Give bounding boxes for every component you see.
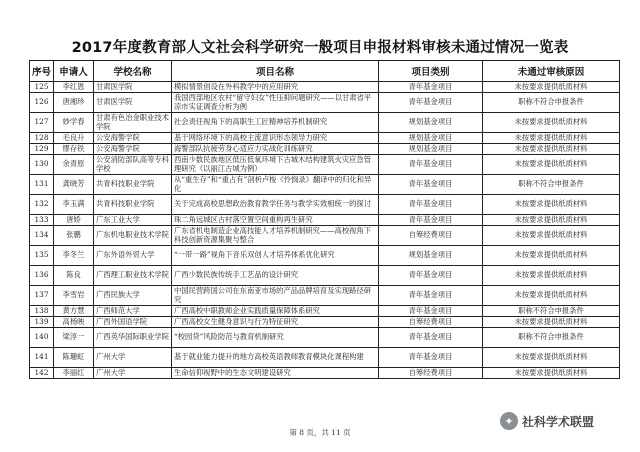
cell-reason: 职称不符合申报条件 bbox=[483, 306, 620, 317]
cell-reason: 未按要求提供纸质材料 bbox=[483, 246, 620, 266]
cell-no: 141 bbox=[30, 348, 54, 368]
cell-applicant: 妙学春 bbox=[54, 113, 94, 133]
cell-school: 甘肃有色冶金职业技术学院 bbox=[94, 113, 172, 133]
header-no: 序号 bbox=[30, 61, 54, 82]
cell-category: 规划基金项目 bbox=[379, 113, 483, 133]
document-title: 2017年度教育部人文社会科学研究一般项目申报材料审核未通过情况一览表 bbox=[71, 40, 569, 56]
cell-project: 西南少数民族地区低压低氧环境下古城木结构建筑火灾应急管理研究（以丽江古城为例） bbox=[172, 155, 379, 175]
cell-reason: 未按要求提供纸质材料 bbox=[483, 286, 620, 306]
cell-no: 135 bbox=[30, 246, 54, 266]
table-row bbox=[30, 226, 620, 246]
cell-project: 我国西部地区农村“留守妇女”性压抑问题研究——以甘肃省平凉市实证调查分析为例 bbox=[172, 93, 379, 113]
page-footer: 第 8 页，共 11 页 bbox=[289, 428, 351, 437]
cell-category: 青年基金项目 bbox=[379, 155, 483, 175]
cell-applicant: 余青原 bbox=[54, 155, 94, 175]
cell-no: 127 bbox=[30, 113, 54, 133]
cell-applicant: 唐湘珍 bbox=[54, 93, 94, 113]
table-row bbox=[30, 317, 620, 328]
cell-applicant: 李雪岩 bbox=[54, 286, 94, 306]
table-row bbox=[30, 93, 620, 113]
cell-no: 137 bbox=[30, 286, 54, 306]
table-row bbox=[30, 266, 620, 286]
cell-applicant: 龚晓芳 bbox=[54, 175, 94, 195]
table-row bbox=[30, 155, 620, 175]
cell-no: 130 bbox=[30, 155, 54, 175]
cell-school: 甘肃医学院 bbox=[94, 82, 172, 93]
header-reason: 未通过审核原因 bbox=[483, 61, 620, 82]
cell-category: 青年基金项目 bbox=[379, 175, 483, 195]
table-row bbox=[30, 133, 620, 144]
cell-school: 公安消防部队高等专科学校 bbox=[94, 155, 172, 175]
cell-applicant: 唐娇 bbox=[54, 215, 94, 226]
cell-no: 134 bbox=[30, 226, 54, 246]
cell-project: “一带一路”视角下音乐双创人才培养体系优化研究 bbox=[172, 246, 379, 266]
cell-no: 138 bbox=[30, 306, 54, 317]
cell-reason: 职称不符合申报条件 bbox=[483, 93, 620, 113]
cell-applicant: 李玉满 bbox=[54, 195, 94, 215]
cell-no: 132 bbox=[30, 195, 54, 215]
cell-no: 136 bbox=[30, 266, 54, 286]
cell-applicant: 梁淳一 bbox=[54, 328, 94, 348]
cell-reason: 未按要求提供纸质材料 bbox=[483, 155, 620, 175]
watermark-text: 社科学术联盟 bbox=[522, 414, 595, 429]
cell-school: 广州大学 bbox=[94, 348, 172, 368]
cell-project: 关于完成高校思想政治教育教学任务与教学实效相统一的探讨 bbox=[172, 195, 379, 215]
cell-reason: 未按要求提供纸质材料 bbox=[483, 113, 620, 133]
cell-no: 129 bbox=[30, 144, 54, 155]
cell-applicant: 缪存铁 bbox=[54, 144, 94, 155]
cell-category: 青年基金项目 bbox=[379, 306, 483, 317]
cell-project: 生命信仰视野中的生态文明建设研究 bbox=[172, 368, 379, 379]
watermark bbox=[500, 412, 594, 430]
cell-category: 自筹经费项目 bbox=[379, 317, 483, 328]
cell-category: 青年基金项目 bbox=[379, 286, 483, 306]
cell-reason: 未按要求提供纸质材料 bbox=[483, 133, 620, 144]
cell-reason: 职称不符合申报条件 bbox=[483, 175, 620, 195]
cell-school: 共青科技职业学院 bbox=[94, 175, 172, 195]
cell-school: 广西理工职业技术学院 bbox=[94, 266, 172, 286]
cell-project: 广西少数民族传统手工艺品的设计研究 bbox=[172, 266, 379, 286]
cell-no: 140 bbox=[30, 328, 54, 348]
cell-project: 珠二角远城区古村落空置空间重构再生研究 bbox=[172, 215, 379, 226]
cell-reason: 未按要求提供纸质材料 bbox=[483, 368, 620, 379]
cell-applicant: 陈良 bbox=[54, 266, 94, 286]
table-row bbox=[30, 144, 620, 155]
table-row bbox=[30, 286, 620, 306]
cell-no: 125 bbox=[30, 82, 54, 93]
cell-school: 广西民族大学 bbox=[94, 286, 172, 306]
cell-applicant: 张鹏 bbox=[54, 226, 94, 246]
cell-project: 广西高校女生健身意识与行为特征研究 bbox=[172, 317, 379, 328]
cell-school: 共青科技职业学院 bbox=[94, 195, 172, 215]
cell-no: 139 bbox=[30, 317, 54, 328]
cell-school: 广东机电职业技术学院 bbox=[94, 226, 172, 246]
wechat-logo-icon: ✦ bbox=[500, 412, 518, 430]
header-applicant: 申请人 bbox=[54, 61, 94, 82]
cell-category: 自筹经费项目 bbox=[379, 226, 483, 246]
cell-no: 142 bbox=[30, 368, 54, 379]
cell-category: 规划基金项目 bbox=[379, 133, 483, 144]
cell-reason: 未按要求提供纸质材料 bbox=[483, 82, 620, 93]
cell-applicant: 黄方慧 bbox=[54, 306, 94, 317]
cell-reason: 未按要求提供纸质材料 bbox=[483, 317, 620, 328]
cell-project: 中国民营跨国公司在东南亚市场的产品品牌培育及实现路径研究 bbox=[172, 286, 379, 306]
cell-no: 133 bbox=[30, 215, 54, 226]
cell-category: 青年基金项目 bbox=[379, 82, 483, 93]
table-row bbox=[30, 175, 620, 195]
cell-project: 基于就业能力提升的地方高校英语教师教育模块化课程构建 bbox=[172, 348, 379, 368]
cell-school: 公安海警学院 bbox=[94, 144, 172, 155]
cell-category: 青年基金项目 bbox=[379, 328, 483, 348]
cell-category: 青年基金项目 bbox=[379, 266, 483, 286]
cell-reason: 职称不符合申报条件 bbox=[483, 328, 620, 348]
table-row bbox=[30, 328, 620, 348]
cell-category: 规划基金项目 bbox=[379, 144, 483, 155]
cell-reason: 未按要求提供纸质材料 bbox=[483, 348, 620, 368]
cell-no: 131 bbox=[30, 175, 54, 195]
cell-reason: 未按要求提供纸质材料 bbox=[483, 215, 620, 226]
cell-applicant: 高杨映 bbox=[54, 317, 94, 328]
cell-no: 126 bbox=[30, 93, 54, 113]
header-project: 项目名称 bbox=[172, 61, 379, 82]
table-row bbox=[30, 215, 620, 226]
cell-project: 海警部队抗疲劳身心适应力实战化训练研究 bbox=[172, 144, 379, 155]
cell-school: 广东工业大学 bbox=[94, 215, 172, 226]
cell-project: “校园贷”风险防范与教育机制研究 bbox=[172, 328, 379, 348]
cell-school: 广东外语外贸大学 bbox=[94, 246, 172, 266]
table-row bbox=[30, 82, 620, 93]
cell-applicant: 李冬兰 bbox=[54, 246, 94, 266]
cell-school: 广州大学 bbox=[94, 368, 172, 379]
cell-school: 广西师范大学 bbox=[94, 306, 172, 317]
cell-project: 广东省机电制造企业高技能人才培养机制研究——高校视角下科技创新资源集聚与整合 bbox=[172, 226, 379, 246]
cell-category: 青年基金项目 bbox=[379, 93, 483, 113]
cell-project: 社会责任视角下的高职生工匠精神培养机制研究 bbox=[172, 113, 379, 133]
table-row bbox=[30, 306, 620, 317]
cell-applicant: 李红恩 bbox=[54, 82, 94, 93]
table-row bbox=[30, 348, 620, 368]
table-row bbox=[30, 195, 620, 215]
cell-applicant: 毛良升 bbox=[54, 133, 94, 144]
cell-applicant: 陈珊虹 bbox=[54, 348, 94, 368]
header-category: 项目类别 bbox=[379, 61, 483, 82]
table-row bbox=[30, 246, 620, 266]
cell-reason: 未按要求提供纸质材料 bbox=[483, 226, 620, 246]
cell-project: 从“重生存”和“重占有”剖析卢梭《怜悯录》翻译中的归化和异化 bbox=[172, 175, 379, 195]
cell-category: 规划基金项目 bbox=[379, 246, 483, 266]
cell-project: 广西高校中职教师企业实践质量保障体系研究 bbox=[172, 306, 379, 317]
cell-school: 广西英华国际职业学院 bbox=[94, 328, 172, 348]
header-school: 学校名称 bbox=[94, 61, 172, 82]
cell-reason: 未按要求提供纸质材料 bbox=[483, 266, 620, 286]
cell-school: 广西外国语学院 bbox=[94, 317, 172, 328]
cell-school: 甘肃医学院 bbox=[94, 93, 172, 113]
table-body bbox=[30, 82, 620, 379]
cell-project: 基于网络环境下的高校主流意识形态领导力研究 bbox=[172, 133, 379, 144]
cell-category: 青年基金项目 bbox=[379, 215, 483, 226]
table-row bbox=[30, 113, 620, 133]
review-table bbox=[29, 60, 620, 379]
cell-reason: 未按要求提供纸质材料 bbox=[483, 144, 620, 155]
table-header-row bbox=[30, 61, 620, 82]
cell-school: 公安海警学院 bbox=[94, 133, 172, 144]
table-row bbox=[30, 368, 620, 379]
cell-no: 128 bbox=[30, 133, 54, 144]
cell-category: 青年基金项目 bbox=[379, 348, 483, 368]
cell-category: 青年基金项目 bbox=[379, 195, 483, 215]
cell-category: 自筹经费项目 bbox=[379, 368, 483, 379]
cell-reason: 未按要求提供纸质材料 bbox=[483, 195, 620, 215]
cell-applicant: 李丽红 bbox=[54, 368, 94, 379]
cell-project: 模拟情景创设在外科教学中的应用研究 bbox=[172, 82, 379, 93]
